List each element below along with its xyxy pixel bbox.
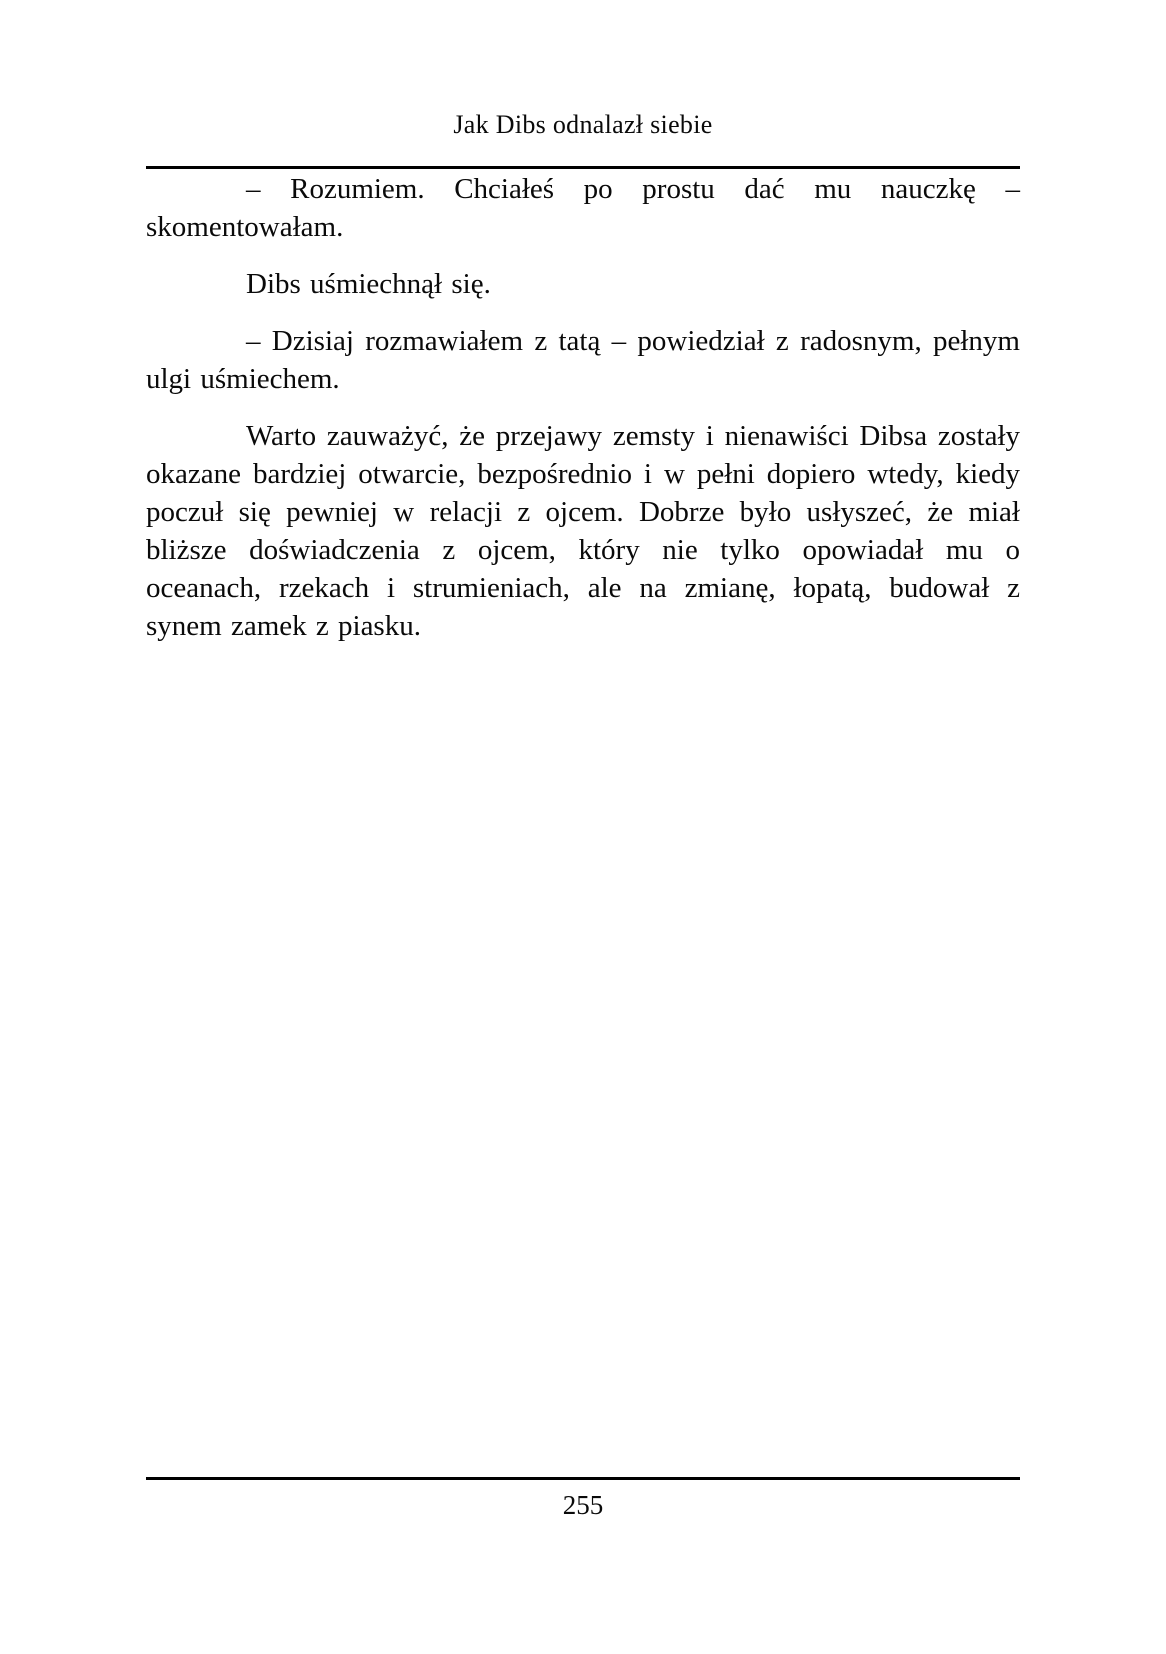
page-number: 255: [562, 1490, 604, 1520]
paragraph-commentary: Warto zauważyć, że przejawy zemsty i nienawiści Dibsa zostały okazane bardziej otwarcie, bezpośrednio i w pełni dopiero wtedy, kiedy poczuł się pewniej w relacji z ojcem. Dobrze było usłyszeć, że miał bliższe doświadczenia z ojcem, który nie tylko opowiadał mu o oceanach, rzekach i strumieniach, ale na zmianę, łopatą, budował z synem zamek z piasku.: [146, 420, 1020, 642]
page-body-text: [146, 170, 1020, 664]
paragraph-narration-1: Dibs uśmiechnął się.: [246, 268, 491, 300]
footer-rule: [146, 1477, 1020, 1480]
paragraph-dialogue-1: – Rozumiem. Chciałeś po prostu dać mu nauczkę – skomentowałam.: [146, 173, 1020, 243]
paragraph-dialogue-2: – Dzisiaj rozmawiałem z tatą – powiedział z radosnym, pełnym ulgi uśmiechem.: [146, 325, 1020, 395]
header-rule: [146, 166, 1020, 169]
running-header-title: Jak Dibs odnalazł siebie: [453, 110, 713, 139]
